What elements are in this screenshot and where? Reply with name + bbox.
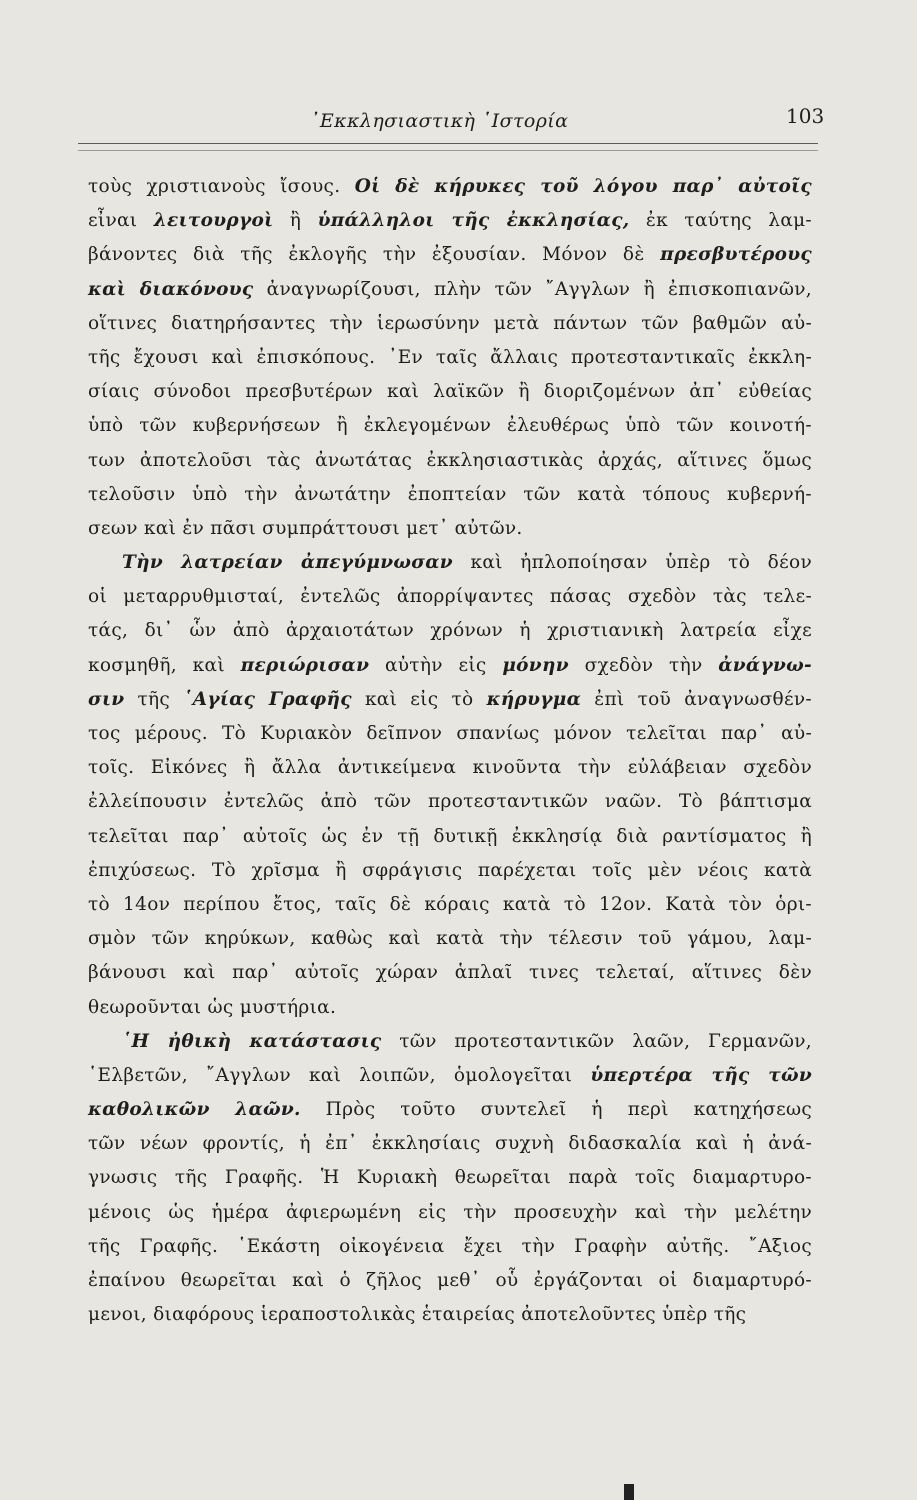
emphasized-text: ὑπάλληλοι τῆς ἐκκλησίας, — [317, 210, 630, 232]
text-line — [88, 717, 812, 751]
text-segment: οἵτινες διατηρήσαντες τὴν ἱερωσύνην μετὰ πάντων τῶν βαθμῶν αὐ- — [88, 312, 812, 334]
text-line — [88, 1230, 812, 1264]
text-segment: ἐκ ταύτης λαμ- — [629, 210, 812, 232]
text-segment: ἐλλείπουσιν ἐντελῶς ἀπὸ τῶν προτεσταντικῶν ναῶν. Τὸ βάπτισμα — [88, 791, 812, 813]
text-segment: ὑπὸ τῶν κυβερνήσεων ἢ ἐκλεγομένων ἐλευθέρως ὑπὸ τῶν κοινοτή- — [88, 415, 812, 437]
text-line — [88, 204, 812, 238]
page-header — [78, 104, 825, 136]
text-segment: θεωροῦνται ὡς μυστήρια. — [88, 996, 337, 1018]
emphasized-text: λειτουργοὶ — [153, 210, 274, 232]
text-segment: τάς, δι᾿ ὧν ἀπὸ ἀρχαιοτάτων χρόνων ἡ χριστιανικὴ λατρεία εἶχε — [88, 620, 812, 642]
text-segment: σμὸν τῶν κηρύκων, καθὼς καὶ κατὰ τὴν τέλεσιν τοῦ γάμου, λαμ- — [88, 928, 812, 950]
text-segment: βάνουσι καὶ παρ᾿ αὐτοῖς χώραν ἁπλαῖ τινες τελεταί, αἵτινες δὲν — [88, 962, 812, 984]
running-title: ᾿Εκκλησιαστικὴ ῾Ιστορία — [310, 110, 569, 132]
text-segment: τῶν προτεσταντικῶν λαῶν, Γερμανῶν, — [381, 1030, 812, 1052]
text-segment: τοῖς. Εἰκόνες ἢ ἄλλα ἀντικείμενα κινοῦντα τὴν εὐλάβειαν σχεδὸν — [88, 757, 812, 779]
emphasized-text: ὑπερτέρα τῆς τῶν — [590, 1064, 813, 1086]
text-segment: τελεῖται παρ᾿ αὐτοῖς ὡς ἐν τῇ δυτικῇ ἐκκλησίᾳ διὰ ραντίσματος ἢ — [88, 825, 812, 847]
page-number: 103 — [786, 104, 825, 128]
text-line — [88, 307, 812, 341]
text-line — [88, 444, 812, 478]
emphasized-text: ῾Η ἠθικὴ κατάστασις — [122, 1030, 382, 1052]
text-segment: οἱ μεταρρυθμισταί, ἐντελῶς ἀπορρίψαντες πάσας σχεδὸν τὰς τελε- — [88, 586, 812, 608]
text-segment: τος μέρους. Τὸ Κυριακὸν δεῖπνον σπανίως μόνον τελεῖται παρ᾿ αὐ- — [88, 723, 812, 744]
emphasized-text: Τὴν λατρείαν ἀπεγύμνωσαν — [122, 552, 453, 574]
text-segment: καὶ ἠπλοποίησαν ὑπὲρ τὸ δέον — [452, 552, 812, 574]
header-rule-secondary — [78, 150, 818, 151]
text-line — [88, 1264, 812, 1298]
emphasized-text: κήρυγμα — [486, 688, 582, 710]
text-segment: ῾Ελβετῶν, ῎Αγγλων καὶ λοιπῶν, ὁμολογεῖται — [88, 1064, 591, 1086]
text-segment: τελοῦσιν ὑπὸ τὴν ἀνωτάτην ἐποπτείαν τῶν κατὰ τόπους κυβερνή- — [88, 483, 812, 505]
text-line — [88, 1196, 812, 1230]
text-line — [88, 1025, 812, 1059]
text-line — [88, 170, 812, 204]
text-line — [88, 649, 812, 683]
text-line — [88, 580, 812, 614]
text-line — [88, 683, 812, 717]
emphasized-text: ἀνάγνω- — [718, 654, 812, 676]
text-line — [88, 888, 812, 922]
text-segment: γνωσις τῆς Γραφῆς. Ἡ Κυριακὴ θεωρεῖται παρὰ τοῖς διαμαρτυρο- — [88, 1167, 812, 1189]
text-line — [88, 409, 812, 443]
text-segment: τῆς ἔχουσι καὶ ἐπισκόπους. ᾿Εν ταῖς ἄλλαις προτεσταντικαῖς ἐκκλη- — [88, 346, 812, 368]
emphasized-text: σιν — [88, 688, 125, 710]
text-line — [88, 546, 812, 580]
emphasized-text: μόνην — [502, 654, 569, 676]
text-line — [88, 273, 812, 307]
text-line — [88, 1298, 812, 1332]
header-rule — [78, 143, 818, 144]
text-segment: κοσμηθῆ, καὶ — [88, 654, 241, 676]
text-line — [88, 1161, 812, 1195]
text-line — [88, 341, 812, 375]
text-segment: εἶναι — [88, 210, 154, 232]
emphasized-text: Οἱ δὲ κήρυκες τοῦ λόγου παρ᾿ αὐτοῖς — [354, 176, 812, 197]
text-line — [88, 785, 812, 819]
text-line — [88, 991, 812, 1025]
text-line — [88, 956, 812, 990]
text-line — [88, 375, 812, 409]
text-segment: ἐπαίνου θεωρεῖται καὶ ὁ ζῆλος μεθ᾿ οὗ ἐργάζονται οἱ διαμαρτυρό- — [88, 1270, 812, 1291]
text-line — [88, 854, 812, 888]
text-segment: σεων καὶ ἐν πᾶσι συμπράττουσι μετ᾿ αὐτῶν. — [88, 517, 523, 539]
text-segment: τῆς Γραφῆς. ῾Εκάστη οἰκογένεια ἔχει τὴν Γραφὴν αὐτῆς. ῎Αξιος — [88, 1235, 812, 1257]
text-segment: αὐτὴν εἰς — [369, 654, 503, 676]
text-segment: ἐπιχύσεως. Τὸ χρῖσμα ἢ σφράγισις παρέχεται τοῖς μὲν νέοις κατὰ — [88, 859, 812, 881]
text-segment: των ἀποτελοῦσι τὰς ἀνωτάτας ἐκκλησιαστικὰς ἀρχάς, αἵτινες ὅμως — [88, 449, 812, 471]
text-segment: καὶ εἰς τὸ — [351, 688, 487, 710]
emphasized-text: ῾Αγίας Γραφῆς — [183, 688, 352, 710]
text-segment: τοὺς χριστιανοὺς ἴσους. — [88, 176, 355, 197]
text-segment: τῶν νέων φροντίς, ἡ ἐπ᾿ ἐκκλησίαις συχνὴ διδασκαλία καὶ ἡ ἀνά- — [88, 1133, 812, 1155]
text-segment: ἀναγνωρίζουσι, πλὴν τῶν ῎Αγγλων ἢ ἐπισκοπιανῶν, — [253, 278, 812, 300]
body-text — [88, 170, 812, 1332]
emphasized-text: καὶ διακόνους — [88, 278, 254, 300]
text-line — [88, 1093, 812, 1127]
text-line — [88, 478, 812, 512]
text-segment: σίαις σύνοδοι πρεσβυτέρων καὶ λαϊκῶν ἢ διοριζομένων ἀπ᾿ εὐθείας — [88, 381, 812, 403]
text-segment: βάνοντες διὰ τῆς ἐκλογῆς τὴν ἐξουσίαν. Μόνον δὲ — [88, 244, 661, 266]
text-segment: Πρὸς τοῦτο συντελεῖ ἡ περὶ κατηχήσεως — [300, 1099, 812, 1121]
text-line — [88, 1059, 812, 1093]
text-line — [88, 512, 812, 546]
text-line — [88, 614, 812, 648]
text-segment: ἢ — [273, 210, 318, 232]
text-segment: τὸ 14ον περίπου ἔτος, ταῖς δὲ κόραις κατὰ τὸ 12ον. Κατὰ τὸν ὁρι- — [88, 893, 812, 915]
text-segment: σχεδὸν τὴν — [568, 654, 719, 676]
text-line — [88, 922, 812, 956]
text-segment: μενοι, διαφόρους ἱεραποστολικὰς ἑταιρείας ἀποτελοῦντες ὑπὲρ τῆς — [88, 1304, 747, 1326]
text-line — [88, 751, 812, 785]
emphasized-text: περιώρισαν — [240, 654, 370, 676]
text-line — [88, 820, 812, 854]
text-line — [88, 238, 812, 272]
emphasized-text: καθολικῶν λαῶν. — [88, 1099, 301, 1121]
emphasized-text: πρεσβυτέρους — [660, 244, 812, 266]
text-segment: ἐπὶ τοῦ ἀναγνωσθέν- — [581, 688, 812, 710]
text-segment: τῆς — [124, 688, 184, 710]
text-segment: μένοις ὡς ἡμέρα ἀφιερωμένη εἰς τὴν προσευχὴν καὶ τὴν μελέτην — [88, 1201, 812, 1223]
scan-mark — [624, 1484, 634, 1500]
text-line — [88, 1127, 812, 1161]
